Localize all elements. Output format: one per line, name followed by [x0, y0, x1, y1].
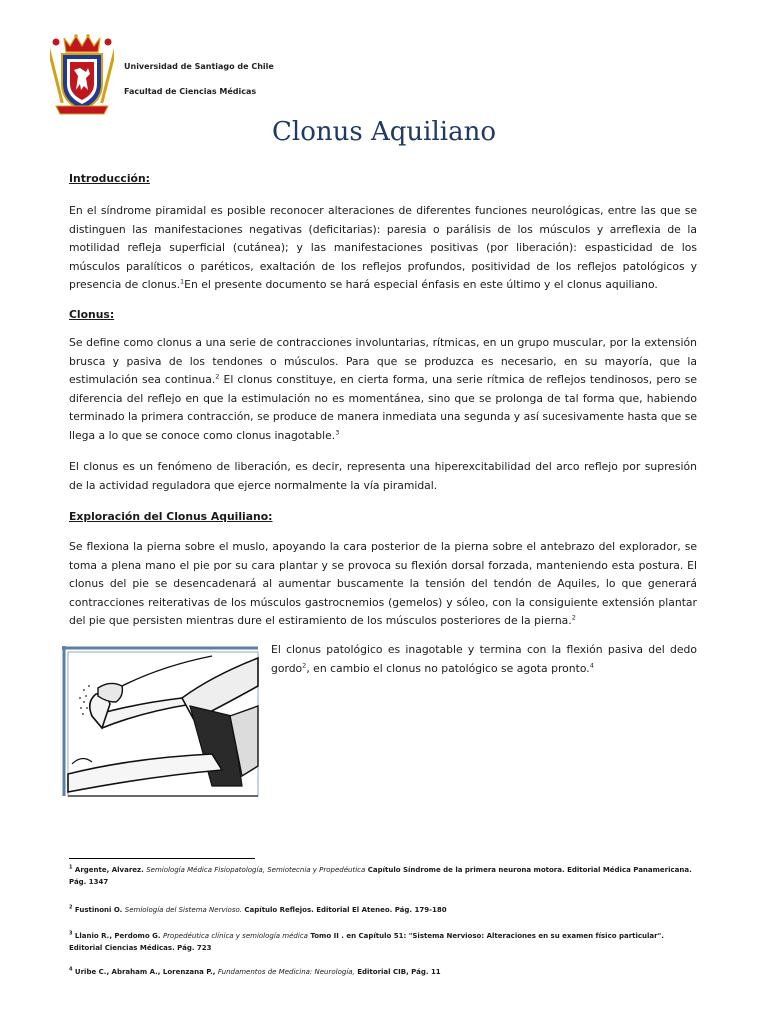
- footnote-number: 3: [69, 930, 73, 937]
- footnote-2: [69, 904, 697, 916]
- paragraph-text: Se define como clonus a una serie de contracciones involuntarias, rítmicas, en un grupo muscular, por la extensión brusca y pasiva de los tendones o músculos. Para que se produzca es necesario, en su mayoría, que la estimulación sea continua.: [69, 336, 697, 386]
- footnote-author: Llanio R., Perdomo G.: [72, 932, 163, 940]
- footnote-number: 1: [69, 864, 73, 871]
- footnote-details: Editorial CIB, Pág. 11: [354, 968, 441, 976]
- paragraph-exploracion: [69, 538, 697, 631]
- paragraph-text: El clonus constituye, en cierta forma, una serie rítmica de reflejos tendinosos, pero se diferencia del reflejo en que la estimulación no es momentánea, sino que se prolonga de tal forma que, habiendo terminado la primera contracción, se produce de manera inmediata una segunda y así sucesivamente hasta que se llega a lo que se conoce como clonus inagotable.: [69, 373, 697, 442]
- footnote-author: Fustinoni O.: [72, 906, 125, 914]
- footnote-ref: 1: [180, 277, 185, 286]
- university-name: Universidad de Santiago de Chile: [124, 62, 274, 71]
- footnote-separator: [69, 858, 255, 859]
- paragraph-text: Se flexiona la pierna sobre el muslo, apoyando la cara posterior de la pierna sobre el antebrazo del explorador, se toma a plena mano el pie por su cara plantar y se provoca su flexión dorsal forzada, manteniendo esta postura. El clonus del pie se desencadenará al aumentar buscamente la tensión del tendón de Aquiles, lo que generará contracciones reiterativas de los músculos gastrocnemios (gemelos) y sóleo, con la consiguiente extensión plantar del pie que persisten mientras dure el estiramiento de los músculos posteriores de la pierna.: [69, 540, 697, 627]
- footnote-number: 2: [69, 904, 73, 911]
- paragraph-text: , en cambio el clonus no patológico se agota pronto.: [306, 661, 590, 675]
- paragraph-text: El clonus patológico es inagotable y termina con la flexión pasiva del dedo gordo: [271, 643, 697, 675]
- document-title: Clonus Aquiliano: [272, 117, 496, 147]
- footnote-3: [69, 930, 697, 954]
- faculty-name: Facultad de Ciencias Médicas: [124, 87, 257, 96]
- paragraph-clonus-liberation: El clonus es un fenómeno de liberación, es decir, representa una hiperexcitabilidad del arco reflejo por supresión de la actividad reguladora que ejerce normalmente la vía piramidal.: [69, 460, 697, 492]
- footnote-author: Uribe C., Abraham A., Lorenzana P.,: [72, 968, 218, 976]
- footnote-details: Capítulo Reflejos. Editorial El Ateneo. Pág. 179-180: [241, 906, 447, 914]
- university-crest-icon: [50, 32, 114, 116]
- paragraph-text: En el síndrome piramidal es posible reconocer alteraciones de diferentes funciones neurológicas, entre las que se distinguen las manifestaciones negativas (deficitarias): paresia o parálisis de los músculos y arreflexia de la motilidad refleja superficial (cutánea); y las manifestaciones positivas (por liberación): espasticidad de los músculos paralíticos o paréticos, exaltación de los reflejos profundos, positividad de los reflejos patológicos y presencia de clonus.: [69, 204, 697, 291]
- footnote-book-title: Semiología Médica Fisiopatología, Semiotecnia y Propedéutica: [146, 866, 366, 874]
- footnote-ref: 4: [589, 660, 594, 669]
- section-heading-intro: Introducción:: [69, 172, 150, 185]
- footnote-author: Argente, Alvarez.: [72, 866, 147, 874]
- paragraph-intro: [69, 202, 697, 295]
- footnote-ref: 2: [215, 372, 220, 381]
- section-heading-exploracion: Exploración del Clonus Aquiliano:: [69, 510, 273, 523]
- paragraph-clonus-patologico: [271, 641, 697, 678]
- section-heading-clonus: Clonus:: [69, 308, 115, 321]
- footnote-details: Capítulo Síndrome de la primera neurona motora. Editorial Médica Panamericana. Pág. 1347: [69, 866, 692, 886]
- clonus-exam-illustration: [62, 646, 260, 798]
- footnote-book-title: Propedéutica clínica y semiología médica: [162, 932, 308, 940]
- footnote-1: [69, 864, 697, 888]
- paragraph-clonus-definition: [69, 334, 697, 445]
- footnote-ref: 2: [571, 613, 576, 622]
- footnote-ref: 2: [302, 660, 307, 669]
- footnote-number: 4: [69, 966, 73, 973]
- footnote-details: Tomo II . en Capítulo 51: "Sistema Nervioso: Alteraciones en su examen físico particular". Editorial Ciencias Médicas. Pág. 723: [69, 932, 664, 952]
- footnote-ref: 3: [335, 427, 340, 436]
- paragraph-text: En el presente documento se hará especial énfasis en este último y el clonus aquiliano.: [184, 278, 658, 291]
- footnote-book-title: Fundamentos de Medicina: Neurología,: [217, 968, 355, 976]
- footnote-book-title: Semiología del Sistema Nervioso.: [124, 906, 242, 914]
- footnote-4: [69, 966, 697, 978]
